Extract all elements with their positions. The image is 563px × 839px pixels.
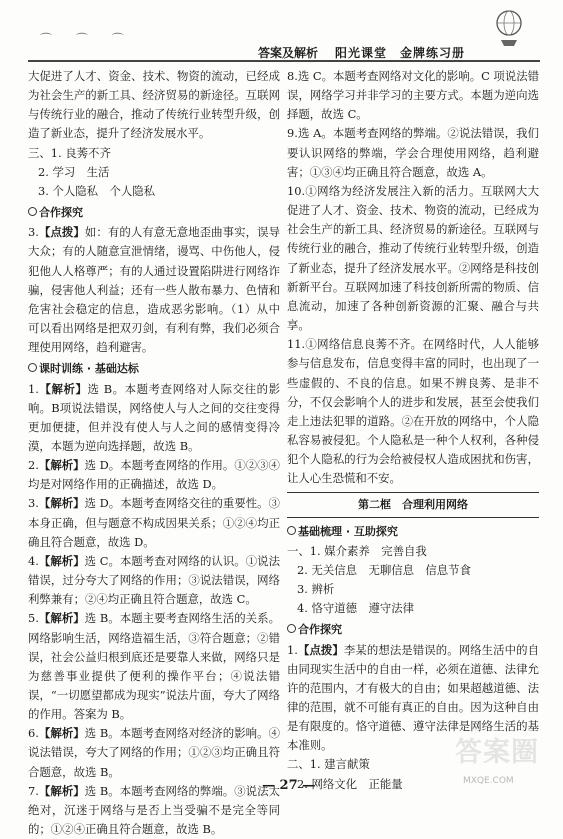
right-column — [287, 67, 539, 794]
left-column — [28, 67, 280, 839]
answer-tag-text: 解析 — [50, 783, 74, 798]
answer-paragraph — [28, 67, 280, 144]
answer-text: 大促进了人才、资金、技术、物资的流动，已经成为社会生产的新工具、经济贸易的新途径。互联网与传统行业的融合，推动了传统行业转型升级，创造了新业态，提升了经济发展水平。 — [28, 69, 280, 141]
answer-paragraph — [28, 494, 280, 551]
watermark-url: MXQE.COM — [463, 776, 514, 786]
answer-tag-text: 解析 — [50, 726, 74, 741]
answer-paragraph — [28, 182, 280, 201]
section-heading-text: 合作探究 — [39, 206, 83, 220]
answer-text: 李某的想法是错误的。网络生活中的自由同现实生活中的自由一样，必须在道德、法律允许的范围内，才有极大的自由；如果超越道德、法律的范围，就不可能有真正的自由。因为这种自由是有限度的。恪守道德、遵守法律是网络生活的基本准则。 — [287, 642, 539, 753]
birds-decoration-icon: ⌒ ⌒ ⌒ — [40, 32, 134, 46]
answer-paragraph — [28, 380, 280, 457]
answer-text: ①网络信息良莠不齐。在网络时代，人人能够参与信息发布，信息变得丰富的同时，也出现了一些虚假的、不良的信息。如果不辨良莠、是非不分，不仅会影响个人的进步和发展，甚至会使我们走上违法犯罪的道路。②在开放的网络中，个人隐私容易被侵犯。个人隐私是一种个人权利，各种侵犯个人隐私的行为会给被侵权人造成困扰和伤害，让人心生恐慌和不安。 — [287, 337, 539, 486]
answer-text: 2. 网络文化 正能量 — [297, 776, 403, 791]
answer-text: 选 B。本题考查网络对人际交往的影响。B项说法错误，网络使人与人之间的交往变得更加便捷，但并没有使人与人之间的感情变得冷漠，本题为逆向选择题，故选 B。 — [28, 381, 280, 453]
answer-paragraph — [28, 223, 280, 357]
answer-tag-text: 解析 — [50, 458, 74, 473]
answer-tag: 【解析】 — [38, 611, 85, 626]
globe-ornament-icon — [492, 8, 526, 48]
answer-tag: 【点拨】 — [38, 225, 85, 240]
answer-tag: 【解析】 — [38, 381, 88, 396]
section-heading-text: 课时训练 · 基础达标 — [39, 362, 139, 376]
section-heading — [28, 359, 280, 378]
answer-text: 选 B。本题主要考查网络生活的关系。网络影响生活，网络造福生活，③符合题意；②错误，社会公益归根到底还是要靠人来做，网络只是为慈善事业提供了便利的操作平台；④说法错误，“一切愿望都成为现实”说法片面，夸大了网络的作用。答案为 B。 — [28, 611, 280, 722]
answer-paragraph — [28, 163, 280, 182]
item-number: 10. — [287, 183, 306, 198]
answer-text: 如：有的人有意无意地歪曲事实，误导大众；有的人随意宣泄情绪，谩骂、中伤他人，侵犯他人人格尊严；有的人通过设置陷阱进行网络诈骗，侵害他人利益；还有一些人散布暴力、色情和危害社会稳定的信息，造成恶劣影响。（1）从中可以看出网络是把双刃剑，有利有弊，我们必须合理使用网络，趋利避害。 — [28, 225, 280, 355]
answer-paragraph — [287, 580, 539, 599]
answer-paragraph — [28, 552, 280, 609]
answer-text: 三、1. 良莠不齐 — [28, 145, 111, 160]
answer-text: ①网络为经济发展注入新的活力。互联网大大促进了人才、资金、技术、物资的流动，已经成为社会生产的新工具、经济贸易的新途径。互联网与传统行业的融合，推动了传统行业转型升级，创造了新业态，提升了经济发展水平。②网络是科技创新新平台。互联网加速了科技创新所需的物质、信息流动，加速了各种创新资源的汇聚、融合与共享。 — [287, 183, 539, 333]
item-number: 4. — [28, 553, 39, 568]
item-number: 9. — [287, 126, 298, 141]
answer-paragraph — [287, 599, 539, 618]
answer-paragraph — [287, 335, 539, 488]
answer-paragraph — [287, 67, 539, 124]
answer-paragraph — [287, 182, 539, 335]
section-heading-text: 基础梳理 · 互助探究 — [298, 524, 398, 538]
answer-text: 选 D。本题考查网络交往的重要性。③本身正确，但与题意不构成因果关系；①②④均正确且符合题意，故选 D。 — [28, 496, 280, 549]
item-number: 6. — [28, 726, 39, 741]
answer-tag: 【解析】 — [38, 726, 85, 741]
item-number: 5. — [28, 611, 39, 626]
answer-text: 2. 学习 生活 — [38, 164, 110, 179]
item-number: 1. — [28, 381, 39, 396]
answer-text: 3. 辨析 — [297, 582, 335, 597]
answer-paragraph — [287, 561, 539, 580]
answer-tag-text: 解析 — [50, 553, 74, 568]
page-number: — 27 — — [262, 778, 316, 793]
section-heading — [28, 203, 280, 222]
section-heading — [287, 522, 539, 541]
answer-paragraph — [28, 782, 280, 839]
answer-tag-text: 解析 — [50, 611, 74, 626]
answer-tag-text: 解析 — [50, 496, 74, 511]
item-number: 3. — [28, 496, 39, 511]
header-rule — [28, 60, 540, 62]
watermark-text: 答案圈 — [455, 737, 539, 768]
answer-tag: 【解析】 — [38, 458, 85, 473]
answer-paragraph — [28, 456, 280, 494]
answer-text: 选 A。本题考查网络的弊端。②说法错误，我们要认识网络的弊端，学会合理使用网络，趋利避害；①③④均正确且符合题意，故选 A。 — [287, 126, 539, 179]
answer-paragraph — [28, 609, 280, 724]
answer-tag: 【解析】 — [38, 783, 85, 798]
answer-text: 3. 个人隐私 个人隐私 — [38, 183, 156, 198]
section-bullet-icon — [28, 363, 37, 372]
item-number: 2. — [28, 458, 39, 473]
answer-text: 选 C。本题考查网络对文化的影响。C 项说法错误，网络学习并非学习的主要方式。本题为逆向选择题，故选 C。 — [287, 69, 539, 122]
answer-tag-text: 点拨 — [50, 225, 74, 240]
answer-tag-text: 解析 — [51, 381, 76, 396]
header-left-title: 答案及解析 — [258, 46, 319, 60]
item-number: 7. — [28, 783, 39, 798]
section-heading — [287, 620, 539, 639]
answer-tag-text: 点拨 — [309, 642, 333, 657]
item-number: 8. — [287, 69, 298, 83]
answer-text: 选 D。本题考查网络的作用。①②③④均是对网络作用的正确描述，故选 D。 — [28, 458, 280, 492]
answer-paragraph — [287, 542, 539, 561]
answer-text: 选 B。本题考查网络的弊端。③说法太绝对，沉迷于网络与是否上当受骗不是完全等同的；①②④正确且符合题意，故选 B。 — [28, 783, 280, 837]
answer-tag: 【解析】 — [38, 553, 85, 568]
answer-text: 选 C。本题考查对网络的认识。①说法错误，过分夸大了网络的作用；③说法错误，网络利弊兼有；②④均正确且符合题意，故选 C。 — [28, 553, 280, 607]
answer-text: 二、1. 建言献策 — [287, 757, 370, 772]
answer-tag: 【解析】 — [38, 496, 85, 511]
item-number: 3. — [28, 225, 39, 240]
answer-text: 4. 恪守道德 遵守法律 — [297, 601, 415, 616]
answer-tag: 【点拨】 — [297, 642, 344, 657]
section-bullet-icon — [287, 526, 296, 535]
item-number: 11. — [287, 337, 306, 352]
answer-text: 选 B。本题考查网络对经济的影响。④说法错误，夸大了网络的作用；①②③均正确且符合题意，故选 B。 — [28, 726, 280, 779]
chapter-title: 第二框 合理利用网络 — [287, 492, 539, 517]
answer-paragraph — [28, 724, 280, 781]
item-number: 1. — [287, 642, 298, 657]
section-heading-text: 合作探究 — [298, 623, 342, 637]
section-bullet-icon — [28, 207, 37, 216]
page-header — [0, 0, 563, 62]
watermark-logo — [455, 728, 555, 798]
answer-paragraph — [287, 124, 539, 181]
answer-text: 一、1. 媒介素养 完善自我 — [287, 543, 427, 558]
answer-text: 2. 无关信息 无聊信息 信息节食 — [297, 562, 471, 577]
answer-paragraph — [28, 144, 280, 163]
header-right-title: 阳光课堂 金牌练习册 — [335, 46, 466, 60]
section-bullet-icon — [287, 624, 296, 633]
